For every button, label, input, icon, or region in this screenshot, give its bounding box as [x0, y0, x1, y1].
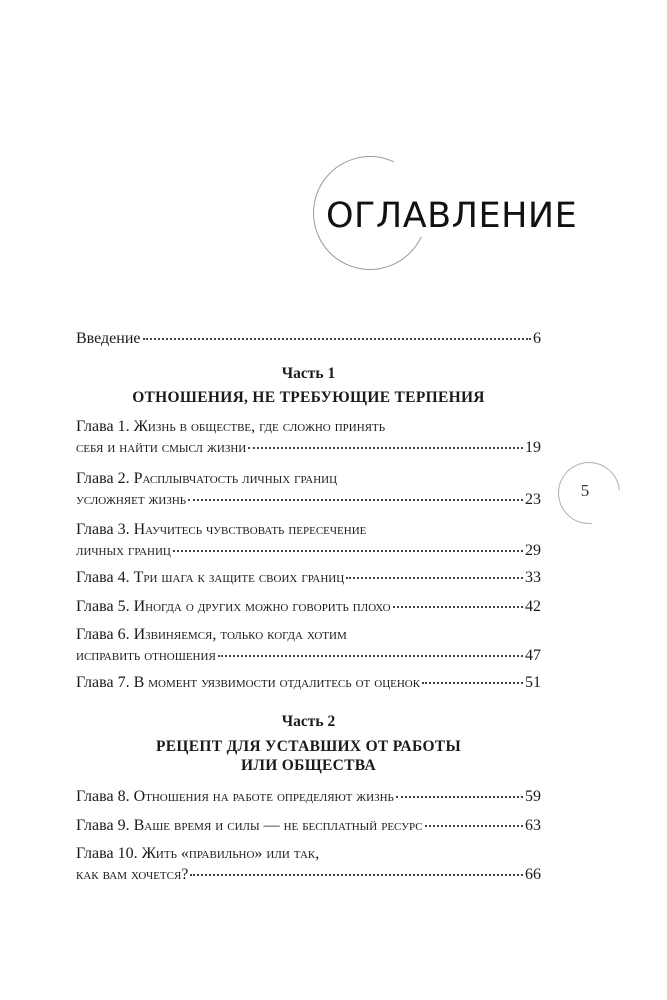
- toc-line: [76, 328, 541, 349]
- chapter-prefix: Глава 2.: [76, 470, 130, 487]
- toc-page-number: 42: [525, 598, 541, 615]
- toc-page-number: 47: [525, 647, 541, 664]
- toc-entry-chapter-9[interactable]: [76, 815, 541, 836]
- toc-entry-chapter-8[interactable]: [76, 786, 541, 807]
- toc-entry-title: Введение: [76, 330, 141, 347]
- dot-leader: [173, 550, 523, 552]
- chapter-prefix: Глава 5.: [76, 598, 130, 615]
- chapter-prefix: Глава 3.: [76, 521, 130, 538]
- chapter-prefix: Глава 8.: [76, 788, 130, 805]
- chapter-prefix: Глава 4.: [76, 569, 130, 586]
- chapter-title-line-1: Расплывчатость личных границ: [133, 470, 338, 487]
- toc-entry-chapter-2[interactable]: [76, 468, 541, 510]
- chapter-title-line-1: Ваше время и силы — не бесплатный ресурс: [133, 817, 423, 834]
- toc-page-number: 23: [525, 491, 541, 508]
- dot-leader: [396, 796, 523, 798]
- toc-page-number: 59: [525, 788, 541, 805]
- part-1-subtitle: ОТНОШЕНИЯ, НЕ ТРЕБУЮЩИЕ ТЕРПЕНИЯ: [132, 389, 485, 406]
- chapter-title-line-2: личных границ: [76, 542, 171, 559]
- toc-entry-chapter-10[interactable]: [76, 843, 541, 885]
- chapter-title-line-1: Извиняемся, только когда хотим: [133, 626, 347, 643]
- toc-entry-chapter-3[interactable]: [76, 519, 541, 561]
- toc-entry-chapter-4[interactable]: [76, 567, 541, 588]
- dot-leader: [393, 606, 523, 608]
- dot-leader: [248, 447, 523, 449]
- chapter-title-line-2: усложняет жизнь: [76, 491, 187, 508]
- chapter-title-line-1: Иногда о других можно говорить плохо: [133, 598, 391, 615]
- toc-entry-chapter-5[interactable]: [76, 596, 541, 617]
- toc-entry-chapter-6[interactable]: [76, 624, 541, 666]
- toc-page-number: 29: [525, 542, 541, 559]
- toc-page-number: 6: [533, 330, 541, 347]
- dot-leader: [143, 338, 532, 340]
- chapter-title-line-1: Научитесь чувствовать пересечение: [133, 521, 367, 538]
- dot-leader: [188, 499, 523, 501]
- toc-page-number: 33: [525, 569, 541, 586]
- part-2-label: Часть 2: [281, 713, 336, 730]
- page-number: 5: [580, 481, 590, 500]
- dot-leader: [218, 655, 523, 657]
- chapter-title-line-1: В момент уязвимости отдалитесь от оценок: [133, 674, 421, 691]
- chapter-prefix: Глава 10.: [76, 845, 138, 862]
- page-title: ОГЛАВЛЕНИЕ: [326, 196, 578, 236]
- chapter-title-line-2: исправить отношения: [76, 647, 216, 664]
- part-2-subtitle-line-2: ИЛИ ОБЩЕСТВА: [241, 757, 376, 774]
- chapter-title-line-2: себя и найти смысл жизни: [76, 439, 247, 456]
- dot-leader: [422, 682, 523, 684]
- dot-leader: [425, 825, 523, 827]
- toc-entry-intro[interactable]: [76, 328, 541, 349]
- chapter-prefix: Глава 7.: [76, 674, 130, 691]
- toc-entry-chapter-7[interactable]: [76, 672, 541, 693]
- chapter-title-line-1: Жить «правильно» или так,: [141, 845, 320, 862]
- part-1-label: Часть 1: [281, 365, 336, 382]
- toc-page-number: 63: [525, 817, 541, 834]
- toc-entry-chapter-1[interactable]: [76, 416, 541, 458]
- chapter-prefix: Глава 6.: [76, 626, 130, 643]
- toc-page-number: 19: [525, 439, 541, 456]
- part-2-subtitle: РЕЦЕПТ ДЛЯ УСТАВШИХ ОТ РАБОТЫ: [156, 738, 461, 755]
- dot-leader: [346, 577, 523, 579]
- toc-page-number: 66: [525, 866, 541, 883]
- chapter-title-line-1: Три шага к защите своих границ: [133, 569, 345, 586]
- chapter-title-line-2: как вам хочется?: [76, 866, 189, 883]
- chapter-prefix: Глава 9.: [76, 817, 130, 834]
- chapter-title-line-1: Отношения на работе определяют жизнь: [133, 788, 394, 805]
- toc-page-number: 51: [525, 674, 541, 691]
- chapter-prefix: Глава 1.: [76, 418, 130, 435]
- chapter-title-line-1: Жизнь в обществе, где сложно принять: [133, 418, 386, 435]
- dot-leader: [190, 874, 523, 876]
